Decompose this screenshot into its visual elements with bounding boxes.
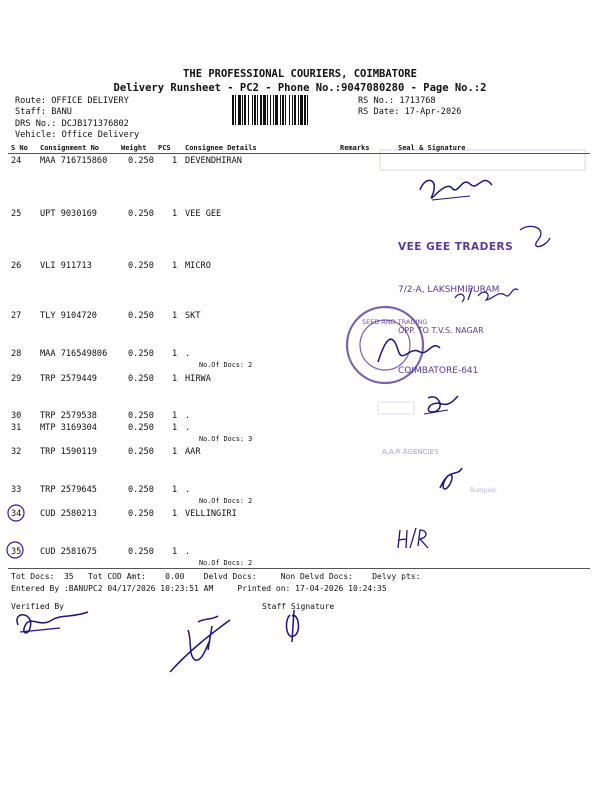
col-remarks: Remarks xyxy=(340,144,370,152)
row-consignment-no: UPT 9030169 xyxy=(40,209,97,219)
row-sno: 34 xyxy=(11,509,22,519)
barcode-bar xyxy=(282,95,284,125)
row-pcs: 1 xyxy=(172,311,178,321)
row-consignee: VELLINGIRI xyxy=(185,509,237,519)
row-pcs: 1 xyxy=(172,447,178,457)
verified-by-label: Verified By xyxy=(11,602,64,611)
barcode-bar xyxy=(248,95,249,125)
faded-stamp-row-30 xyxy=(378,402,414,414)
row-consignment-no: TRP 2579449 xyxy=(40,374,97,384)
barcode-bar xyxy=(267,95,268,125)
route-label: Route: OFFICE DELIVERY xyxy=(15,96,129,106)
barcode-bar xyxy=(235,95,236,125)
signature-row-24 xyxy=(420,180,492,198)
col-sno: S No xyxy=(11,144,28,152)
row-sno: 28 xyxy=(11,349,22,359)
row-consignment-no: TRP 1590119 xyxy=(40,447,97,457)
barcode-bar xyxy=(289,95,290,125)
barcode-bar xyxy=(304,95,306,125)
row-consignment-no: CUD 2581675 xyxy=(40,547,97,557)
row-consignee: AAR xyxy=(185,447,201,457)
row-doc-count: No.Of Docs: 2 xyxy=(199,559,253,567)
barcode-bar xyxy=(260,95,262,125)
row-sno: 27 xyxy=(11,311,22,321)
barcode-bar xyxy=(263,95,266,125)
row-pcs: 1 xyxy=(172,423,178,433)
barcode-bar xyxy=(252,95,253,125)
row-weight: 0.250 xyxy=(128,156,154,166)
faded-text-row-33: Bumpod- xyxy=(470,487,498,494)
col-consignee: Consignee Details xyxy=(185,144,257,152)
verified-by-signature-underline xyxy=(20,628,60,632)
barcode-bar xyxy=(300,95,303,125)
row-weight: 0.250 xyxy=(128,547,154,557)
stamp-line-2: 7/2-A, LAKSHMIPURAM xyxy=(398,284,500,295)
entered-by-line: Entered By :BANUPC2 04/17/2026 10:23:51 AM Printed on: 17-04-2026 10:24:35 xyxy=(11,584,387,593)
barcode-bar xyxy=(294,95,296,125)
col-weight: Weight xyxy=(121,144,147,152)
row-pcs: 1 xyxy=(172,261,178,271)
row-sno: 26 xyxy=(11,261,22,271)
row-consignee: DEVENDHIRAN xyxy=(185,156,242,166)
row-consignment-no: MAA 716715860 xyxy=(40,156,108,166)
row-weight: 0.250 xyxy=(128,447,154,457)
row-pcs: 1 xyxy=(172,485,178,495)
barcode-bar xyxy=(242,95,243,125)
row-sno: 32 xyxy=(11,447,22,457)
footer-divider xyxy=(8,568,590,569)
row-pcs: 1 xyxy=(172,411,178,421)
row-doc-count: No.Of Docs: 2 xyxy=(199,361,253,369)
row-pcs: 1 xyxy=(172,509,178,519)
staff-signature-label: Staff Signature xyxy=(262,602,335,611)
row-pcs: 1 xyxy=(172,349,178,359)
row-sno: 25 xyxy=(11,209,22,219)
staff-label: Staff: BANU xyxy=(15,107,72,117)
col-consignment: Consignment No xyxy=(40,144,100,152)
totals-line: Tot Docs: 35 Tot COD Amt: 0.00 Delvd Docs: Non Delvd Docs: Delvy pts: xyxy=(11,572,421,581)
vee-gee-stamp xyxy=(398,210,513,392)
row-weight: 0.250 xyxy=(128,209,154,219)
row-sno: 35 xyxy=(11,547,22,557)
row-doc-count: No.Of Docs: 2 xyxy=(199,497,253,505)
row-weight: 0.250 xyxy=(128,411,154,421)
barcode-bar xyxy=(238,95,241,125)
rs-number: RS No.: 1713768 xyxy=(358,96,436,106)
signature-row-30-underline xyxy=(424,410,448,414)
center-signature xyxy=(170,616,230,672)
signature-row-24-stroke xyxy=(432,196,470,200)
row-weight: 0.250 xyxy=(128,311,154,321)
row-weight: 0.250 xyxy=(128,349,154,359)
barcode-bar xyxy=(298,95,299,125)
row-consignment-no: CUD 2580213 xyxy=(40,509,97,519)
barcode-bar xyxy=(270,95,271,125)
row-sno: 24 xyxy=(11,156,22,166)
vehicle-label: Vehicle: Office Delivery xyxy=(15,130,140,140)
row-consignment-no: TRP 2579538 xyxy=(40,411,97,421)
col-seal-signature: Seal & Signature xyxy=(398,144,466,152)
row-consignee: . xyxy=(185,411,191,421)
barcode-bar xyxy=(285,95,286,125)
row-consignee: SKT xyxy=(185,311,201,321)
row-pcs: 1 xyxy=(172,209,178,219)
signature-row-25 xyxy=(520,226,550,246)
row-consignment-no: MAA 716549806 xyxy=(40,349,108,359)
staff-signature-mark xyxy=(287,610,299,642)
row-doc-count: No.Of Docs: 3 xyxy=(199,435,253,443)
row-consignee: . xyxy=(185,485,191,495)
barcode-bar xyxy=(280,95,281,125)
barcode-bar xyxy=(257,95,258,125)
row-consignee: . xyxy=(185,349,191,359)
col-pcs: PCS xyxy=(158,144,171,152)
aar-stamp: A.A.R AGENCIES xyxy=(382,448,439,456)
row-pcs: 1 xyxy=(172,374,178,384)
row-consignment-no: MTP 3169304 xyxy=(40,423,97,433)
round-stamp-text: SEED AND TRADING xyxy=(362,318,428,326)
stamp-line-4: COIMBATORE-641 xyxy=(398,365,479,376)
company-title: THE PROFESSIONAL COURIERS, COIMBATORE xyxy=(183,68,417,80)
row-sno: 31 xyxy=(11,423,22,433)
row-consignment-no: VLI 911713 xyxy=(40,261,92,271)
barcode xyxy=(232,95,354,125)
barcode-bar xyxy=(275,95,278,125)
signature-row-33 xyxy=(440,468,462,489)
signature-row-30 xyxy=(428,396,458,412)
row-sno: 33 xyxy=(11,485,22,495)
row-pcs: 1 xyxy=(172,156,178,166)
barcode-bar xyxy=(254,95,256,125)
barcode-bar xyxy=(292,95,293,125)
row-consignee: VEE GEE xyxy=(185,209,222,219)
row-sno: 30 xyxy=(11,411,22,421)
barcode-bar xyxy=(232,95,234,125)
row-consignee: . xyxy=(185,547,191,557)
header-divider xyxy=(8,153,590,154)
drs-label: DRS No.: DCJB171376802 xyxy=(15,119,129,129)
verified-by-signature xyxy=(17,612,88,633)
stamp-line-1: VEE GEE TRADERS xyxy=(398,241,514,253)
row-weight: 0.250 xyxy=(128,374,154,384)
row-consignee: . xyxy=(185,423,191,433)
row-pcs: 1 xyxy=(172,547,178,557)
barcode-bar xyxy=(273,95,274,125)
row-consignee: HIRWA xyxy=(185,374,211,384)
row-weight: 0.250 xyxy=(128,509,154,519)
row-weight: 0.250 xyxy=(128,485,154,495)
row-weight: 0.250 xyxy=(128,261,154,271)
barcode-bar xyxy=(244,95,246,125)
row-weight: 0.250 xyxy=(128,423,154,433)
barcode-bar xyxy=(307,95,308,125)
row-consignee: MICRO xyxy=(185,261,211,271)
stamp-line-3: OPP. TO T.V.S. NAGAR xyxy=(398,325,484,335)
rs-date: RS Date: 17-Apr-2026 xyxy=(358,107,462,117)
runsheet-subtitle: Delivery Runsheet - PC2 - Phone No.:9047080280 - Page No.:2 xyxy=(113,82,487,94)
row-sno: 29 xyxy=(11,374,22,384)
row-consignment-no: TRP 2579645 xyxy=(40,485,97,495)
handwritten-hr-row-35 xyxy=(398,528,428,548)
row-consignment-no: TLY 9104720 xyxy=(40,311,97,321)
